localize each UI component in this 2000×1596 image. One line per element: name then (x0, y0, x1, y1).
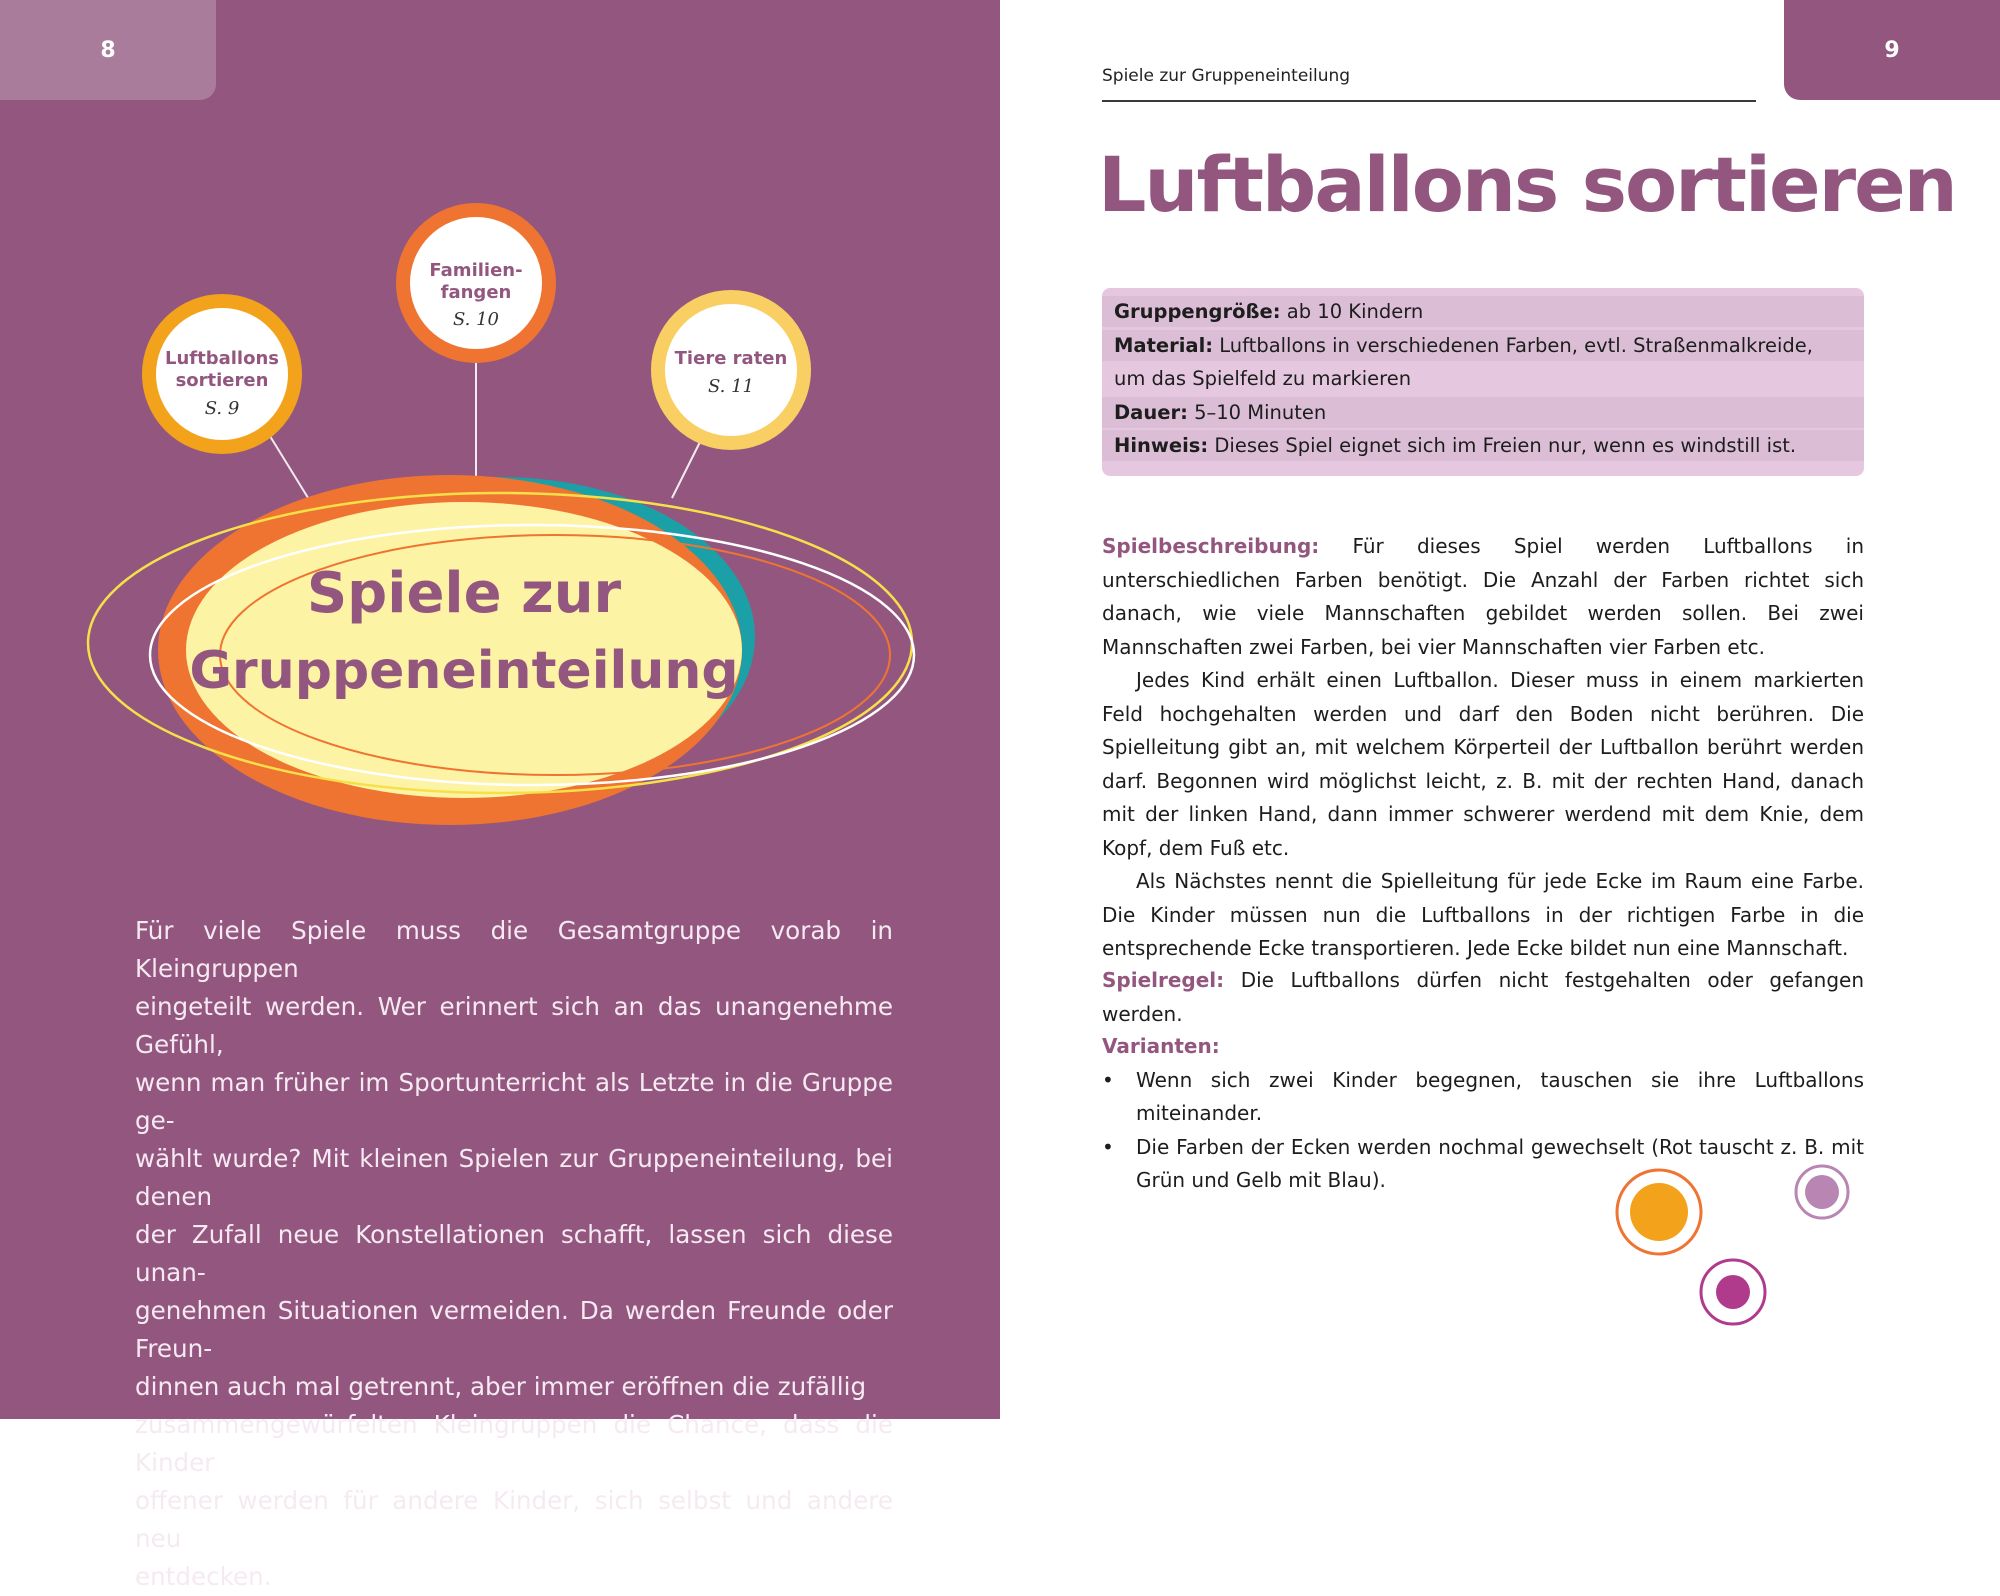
bubble-familienfangen[interactable] (403, 210, 549, 356)
intro-line: Für viele Spiele muss die Gesamtgruppe vorab in Kleingruppen (135, 916, 893, 983)
bubble-title-line1: Familien- (429, 260, 523, 281)
intro-paragraph (135, 912, 893, 1596)
variant-text: Wenn sich zwei Kinder begegnen, tauschen sie ihre Luftballons miteinander. (1136, 1067, 1864, 1125)
game-title: Luftballons sortieren (1098, 140, 1956, 229)
info-label: Dauer: (1114, 401, 1188, 424)
right-page (1000, 0, 2000, 1419)
bubble-title-line2: sortieren (175, 370, 269, 391)
intro-line: entdecken. (135, 1562, 272, 1591)
running-head-text: Spiele zur Gruppeneinteilung (1102, 66, 1351, 86)
magenta-dot-icon (1701, 1260, 1765, 1324)
intro-line: offener werden für andere Kinder, sich selbst und andere neu (135, 1486, 893, 1553)
bubble-tiere-raten[interactable] (658, 297, 804, 443)
rule-text: Die Luftballons dürfen nicht festgehalten oder gefangen werden. (1102, 968, 1865, 1026)
bubble-luftballons-sortieren[interactable] (149, 301, 295, 447)
info-label: Gruppengröße: (1114, 300, 1281, 323)
intro-line: wenn man früher im Sportunterricht als Letzte in die Gruppe ge- (135, 1068, 893, 1135)
intro-line: wählt wurde? Mit kleinen Spielen zur Gruppeneinteilung, bei denen (135, 1144, 893, 1211)
chapter-diagram (0, 0, 1000, 900)
intro-line: genehmen Situationen vermeiden. Da werden Freunde oder Freun- (135, 1296, 893, 1363)
info-value: ab 10 Kindern (1286, 300, 1424, 323)
info-value: um das Spielfeld zu markieren (1114, 367, 1412, 390)
info-label: Material: (1114, 334, 1214, 357)
bubble-page-ref: S. 10 (452, 309, 500, 330)
bullet-icon: • (1102, 1134, 1114, 1159)
description-text: Für dieses Spiel werden Luftballons in unterschiedlichen Farben benötigt. Die Anzahl der Farben richtet sich danach, wie viele Mannschaften gebildet werden sollen. Bei zwei Mannschaften zwei Farben, bei vier Mannschaften vier Farben etc. (1102, 534, 1864, 659)
intro-line: zusammengewürfelten Kleingruppen die Chance, dass die Kinder (135, 1410, 893, 1477)
intro-line: dinnen auch mal getrennt, aber immer eröffnen die zufällig (135, 1372, 867, 1401)
page-number-right: 9 (1884, 37, 1900, 63)
chapter-title-line2: Gruppeneinteilung (189, 641, 739, 701)
description-label: Spielbeschreibung: (1102, 534, 1320, 558)
bubble-title-line1: Luftballons (165, 348, 279, 369)
chapter-title-line1: Spiele zur (306, 561, 622, 626)
info-value: Dieses Spiel eignet sich im Freien nur, wenn es windstill ist. (1214, 434, 1797, 457)
bullet-icon: • (1102, 1067, 1114, 1092)
description-paragraph: Als Nächstes nennt die Spielleitung für jede Ecke im Raum eine Farbe. Die Kinder müssen nun die Luftballons in der richtigen Farbe in die entsprechende Ecke transportieren. Jede Ecke bildet nun eine Mannschaft. (1102, 869, 1864, 960)
bubble-ring (658, 297, 804, 443)
info-value: Luftballons in verschiedenen Farben, evtl. Straßenmalkreide, (1219, 334, 1813, 357)
decorative-dots (1000, 0, 2000, 1419)
bubble-title-line2: fangen (440, 282, 512, 303)
info-value: 5–10 Minuten (1194, 401, 1327, 424)
bubble-title-line1: Tiere raten (674, 348, 788, 369)
orange-dot-icon (1617, 1170, 1701, 1254)
page-number-left: 8 (100, 37, 116, 63)
intro-line: eingeteilt werden. Wer erinnert sich an das unangenehme Gefühl, (135, 992, 893, 1059)
intro-line: der Zufall neue Konstellationen schafft, lassen sich diese unan- (135, 1220, 893, 1287)
bubble-page-ref: S. 9 (204, 398, 240, 419)
description-paragraph: Jedes Kind erhält einen Luftballon. Dieser muss in einem markierten Feld hochgehalten werden und darf den Boden nicht berühren. Die Spielleitung gibt an, mit welchem Körperteil der Luftballon berührt werden darf. Begonnen wird möglichst leicht, z. B. mit der rechten Hand, danach mit der linken Hand, dann immer schwerer werdend mit dem Knie, dem Kopf, dem Fuß etc. (1102, 668, 1864, 860)
left-page (0, 0, 1000, 1591)
variant-text: Die Farben der Ecken werden nochmal gewechselt (Rot tauscht z. B. mit Grün und Gelb mit Blau). (1136, 1134, 1864, 1192)
info-label: Hinweis: (1114, 434, 1209, 457)
bubble-page-ref: S. 11 (707, 376, 755, 397)
variants-label: Varianten: (1102, 1034, 1220, 1058)
rule-label: Spielregel: (1102, 968, 1225, 992)
lavender-dot-icon (1796, 1166, 1848, 1218)
